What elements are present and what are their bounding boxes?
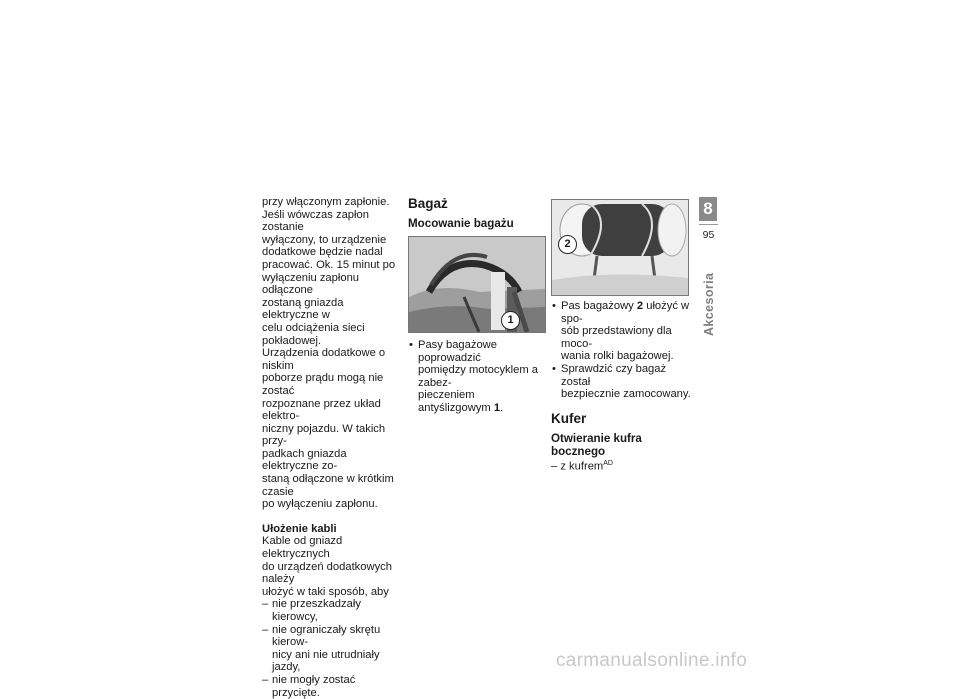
option-note [551,458,691,473]
intro-line: pracować. Ok. 15 minut po [262,258,396,271]
cable-routing-subheading: Ułożenie kabli [262,522,337,535]
text-column-1 [262,196,402,699]
cable-routing-paragraph [262,535,402,598]
intro-line: staną odłączone w krótkim czasie [262,473,394,498]
instruction-text: Pasy bagażowe poprowadzić pomiędzy motocyklem a zabez- pieczeniem antyślizgowym [418,339,538,414]
intro-line: dodatkowe będzie nadal [262,246,383,259]
intro-line: wyłączeniu zapłonu odłączone [262,271,360,297]
intro-line: wyłączony, to urządzenie [262,233,387,246]
list-item [408,339,548,415]
intro-line: celu odciążenia sieci pokładowej. [262,321,365,347]
instruction-end: . [500,401,504,414]
option-code: AD [603,459,613,467]
intro-line: poborze prądu mogą nie zostać [262,372,384,397]
reference-number: 2 [636,300,644,312]
text-column-2 [408,196,548,415]
intro-line: niczny pojazdu. W takich przy- [262,422,386,448]
dash-marker: – [551,460,561,473]
subheading-open-side-case: Otwieranie kufra bocznego [551,431,642,458]
text-column-3 [551,199,691,473]
intro-paragraph [262,196,402,511]
intro-line: po wyłączeniu zapłonu. [262,498,378,511]
motorcycle-seat-illustration [409,237,545,332]
figure-callout-1: 1 [501,311,520,330]
luggage-roll-instructions [551,300,691,401]
cable-routing-line: ułożyć w taki sposób, aby [262,585,389,598]
reference-number: 1 [493,401,501,414]
intro-line: rozpoznane przez układ elektro- [262,397,381,423]
intro-line: Urządzenia dodatkowe o niskim [262,347,386,372]
instruction-text-cont: ułożyć w spo- sób przedstawiony dla moco- wania rolki bagażowej. [561,300,690,363]
chapter-number-tab: 8 [699,197,717,221]
section-heading-baggage: Bagaż [408,196,448,211]
cable-routing-list [262,598,402,699]
list-item: • Sprawdzić czy bagaż został bezpiecznie zamocowany. [551,363,691,401]
list-item: – nie mogły zostać przycięte. [262,674,402,699]
cable-routing-line: do urządzeń dodatkowych należy [262,560,392,586]
chapter-title: Akcesoria [702,272,716,336]
list-item: – nie ograniczały skrętu kierow- nicy ani nie utrudniały jazdy, [262,624,402,674]
subheading-securing-baggage: Mocowanie bagażu [408,217,514,230]
figure-callout-2: 2 [558,235,577,254]
section-heading-case: Kufer [551,410,587,426]
list-item: – nie przeszkadzały kierowcy, [262,598,402,623]
page-number: 95 [702,229,715,241]
instruction-text: Pas bagażowy [561,300,637,312]
intro-line: Jeśli wówczas zapłon zostanie [262,208,369,234]
divider [699,224,718,225]
option-text: z kufrem [560,460,604,473]
luggage-roll-figure [551,199,689,296]
list-item [551,300,691,363]
intro-line: padkach gniazda elektryczne zo- [262,447,347,473]
baggage-securing-figure [408,236,546,333]
baggage-instructions [408,339,548,415]
intro-line: przy włączonym zapłonie. [262,196,390,208]
cable-routing-line: Kable od gniazd elektrycznych [262,535,343,561]
watermark: carmanualsonline.info [556,650,748,671]
intro-line: zostaną gniazda elektryczne w [262,296,344,322]
